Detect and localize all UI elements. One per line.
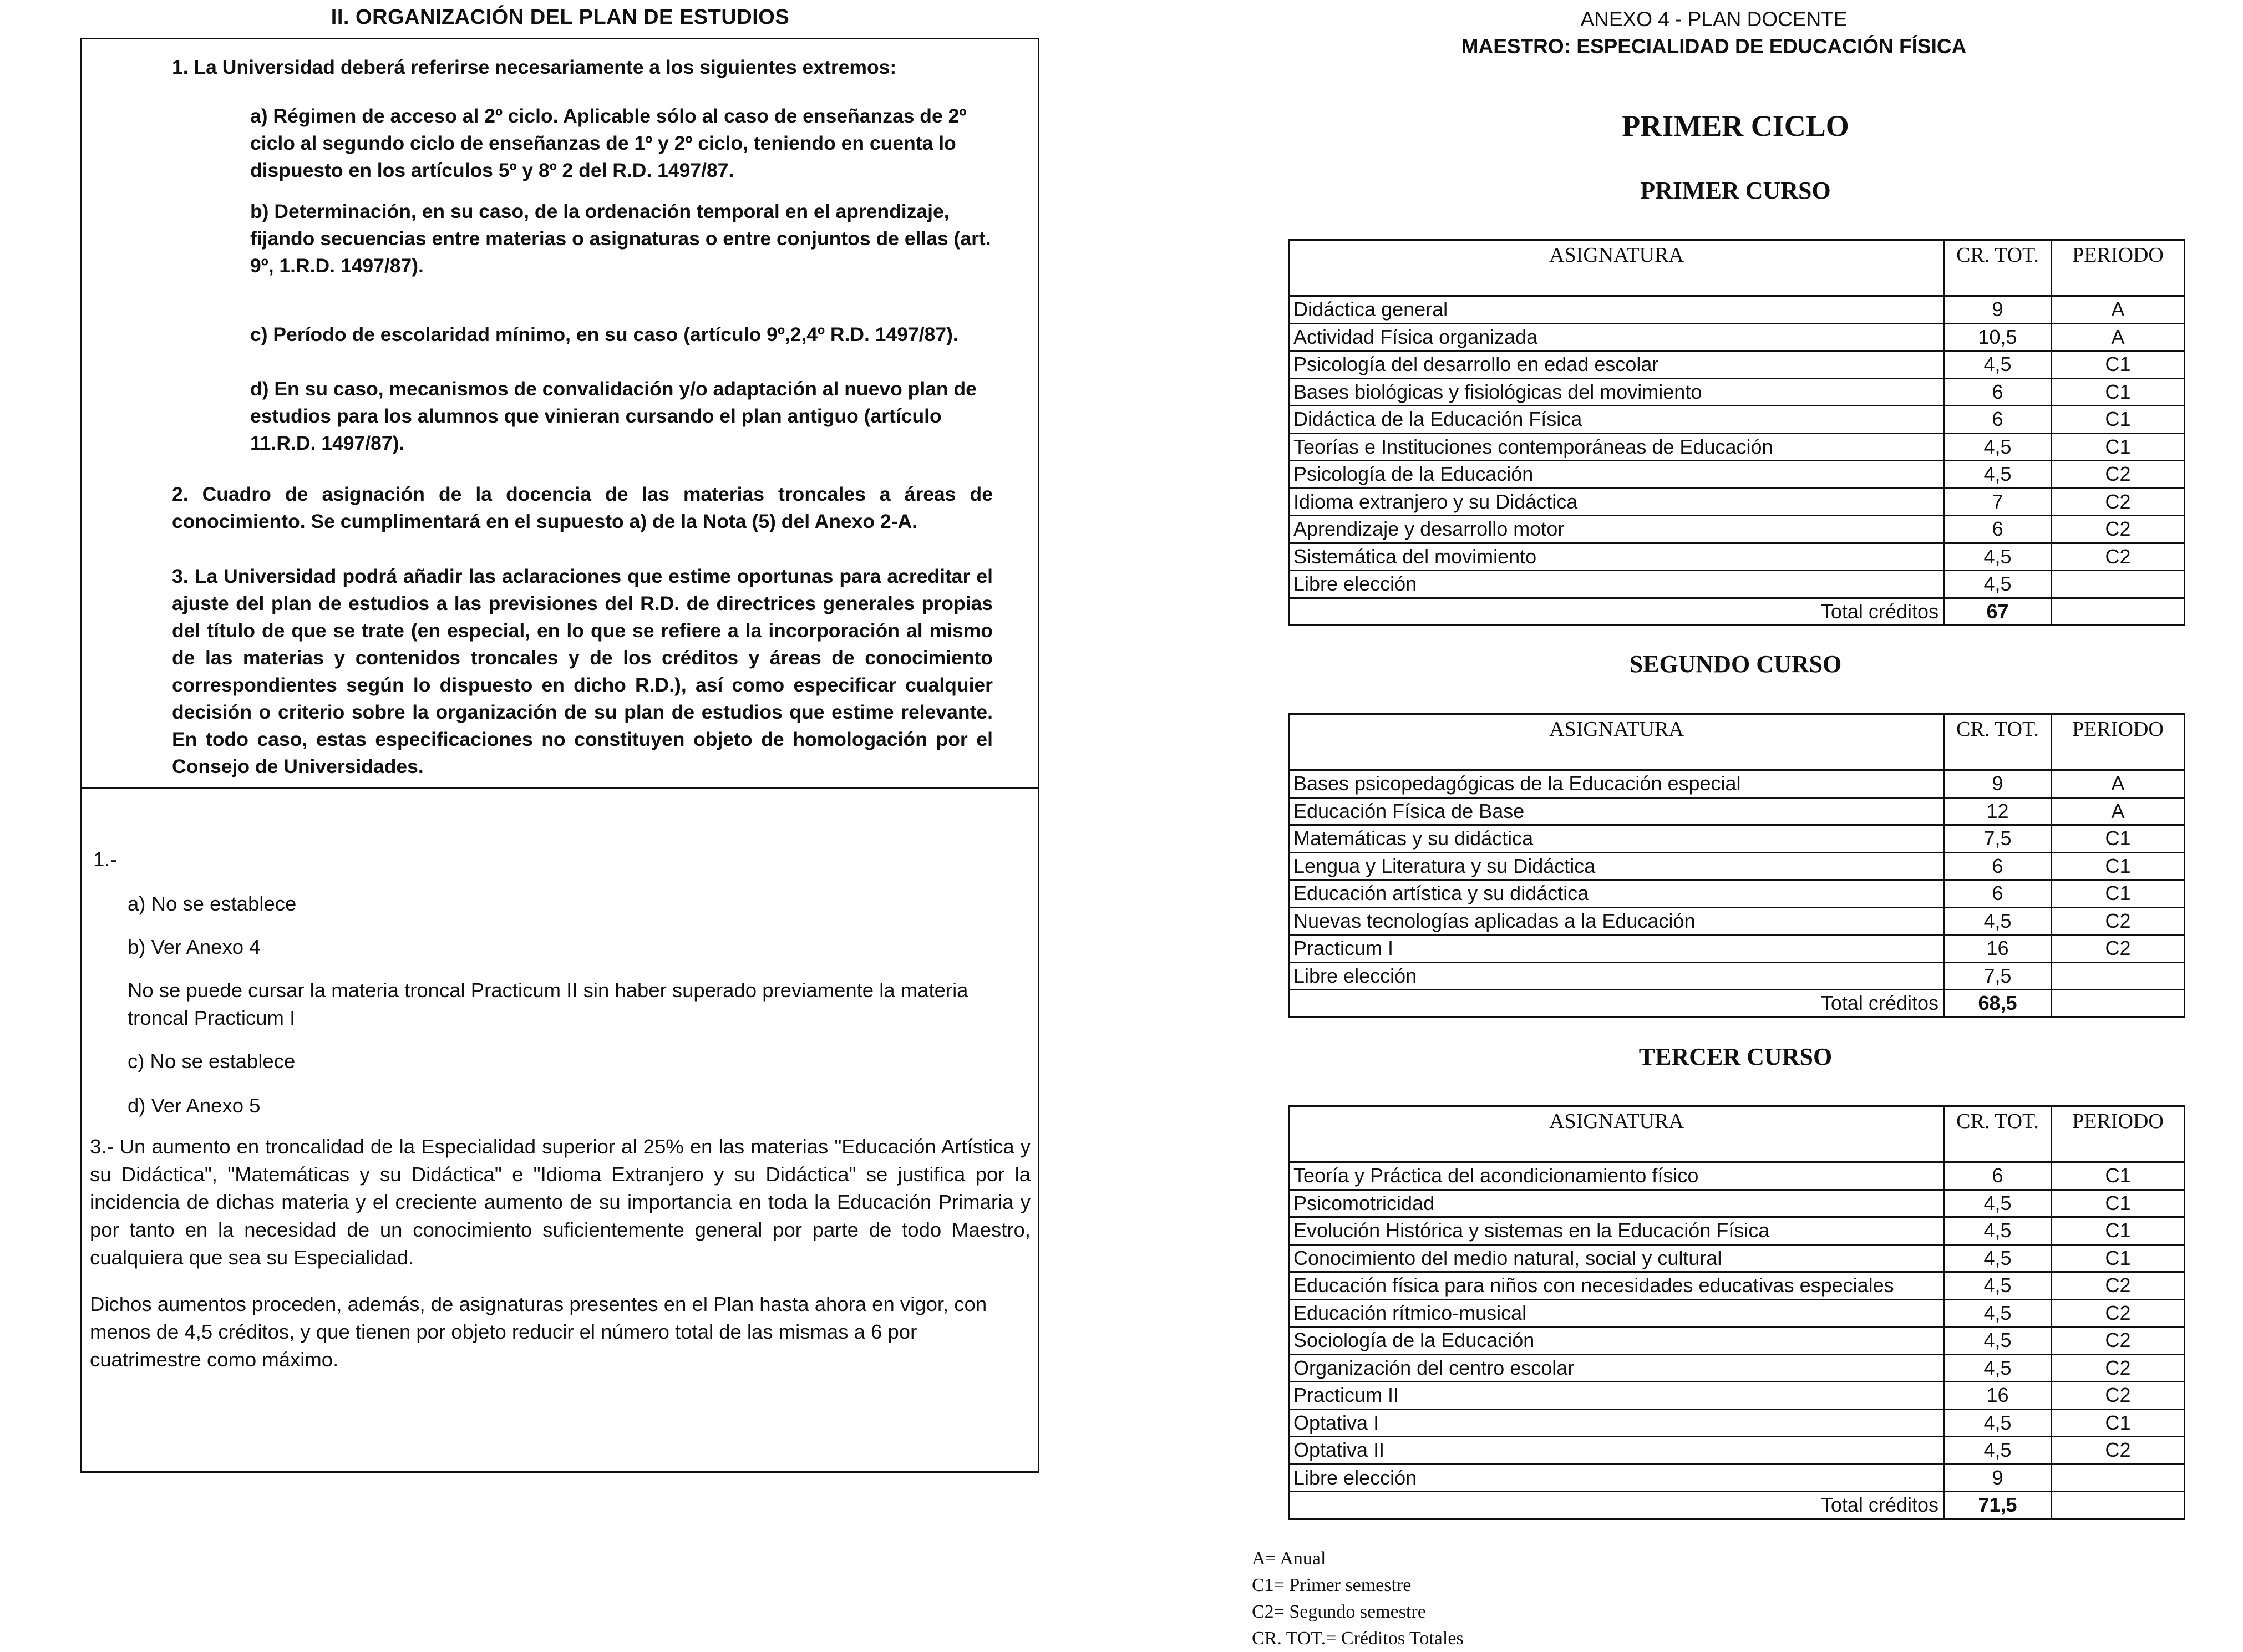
credits-cell: 4,5: [1944, 1217, 2052, 1245]
period-cell: C1: [2052, 825, 2185, 853]
answer-c: c) No se establece: [128, 1050, 296, 1072]
instruction-item-1b: b) Determinación, en su caso, de la ordenación temporal en el aprendizaje, fijando secuencias entre materias o asignaturas o entre conjuntos de ellas (art. 9º, 1.R.D. 1497/87).: [250, 200, 991, 277]
credits-cell: 7,5: [1944, 962, 2052, 990]
table-row: [1290, 433, 2185, 461]
credits-cell: 4,5: [1944, 461, 2052, 489]
total-credits: 68,5: [1944, 990, 2052, 1018]
table-row: [1290, 907, 2185, 935]
period-cell: C2: [2052, 488, 2185, 516]
legend-item: C2= Segundo semestre: [1252, 1602, 1426, 1622]
period-cell: A: [2052, 323, 2185, 351]
credits-cell: 4,5: [1944, 907, 2052, 935]
subject-cell: Practicum I: [1290, 935, 1944, 963]
table-row: [1290, 1437, 2185, 1465]
subject-cell: Psicología de la Educación: [1290, 461, 1944, 489]
subject-cell: Psicomotricidad: [1290, 1190, 1944, 1217]
period-cell: C2: [2052, 461, 2185, 489]
credits-cell: 6: [1944, 1162, 2052, 1190]
table-row: [1290, 825, 2185, 853]
subject-cell: Libre elección: [1290, 962, 1944, 990]
table-row: [1290, 1272, 2185, 1300]
credits-cell: 4,5: [1944, 1327, 2052, 1355]
period-cell: C2: [2052, 516, 2185, 543]
instruction-item-3: 3. La Universidad podrá añadir las aclaraciones que estime oportunas para acreditar el ajuste del plan de estudios a las previsiones del R.D. de directrices generales propias del título de que se trate (en especial, en lo que se refiere a la incorporación al mismo de las materias y contenidos troncales y de los créditos y áreas de conocimiento correspondientes según lo dispuesto en dicho R.D.), así como especificar cualquier decisión o criterio sobre la organización de su plan de estudios que estime relevante. En todo caso, estas especificaciones no constituyen objeto de homologación por el Consejo de Universidades.: [172, 565, 993, 777]
subject-cell: Aprendizaje y desarrollo motor: [1290, 516, 1944, 543]
total-label: Total créditos: [1290, 598, 1944, 626]
table-row: [1290, 543, 2185, 571]
credits-cell: 6: [1944, 516, 2052, 543]
period-cell: C1: [2052, 880, 2185, 908]
total-label: Total créditos: [1290, 990, 1944, 1018]
total-credits: 71,5: [1944, 1492, 2052, 1519]
period-cell: A: [2052, 296, 2185, 324]
subject-cell: Optativa I: [1290, 1409, 1944, 1437]
period-cell: C1: [2052, 1190, 2185, 1217]
table-row: [1290, 1464, 2185, 1492]
table-row: [1290, 406, 2185, 434]
table-header-row: [1290, 240, 2185, 296]
table-row: [1290, 296, 2185, 324]
column-header-subject: ASIGNATURA: [1290, 240, 1944, 296]
annex-title: ANEXO 4 - PLAN DOCENTE: [1580, 8, 1848, 31]
column-header-subject: ASIGNATURA: [1290, 714, 1944, 770]
answer-number-1: 1.-: [93, 848, 117, 871]
table-header-row: [1290, 714, 2185, 770]
course-table-1: [1288, 239, 2185, 626]
credits-cell: 16: [1944, 935, 2052, 963]
credits-cell: 6: [1944, 852, 2052, 880]
period-cell: C2: [2052, 1272, 2185, 1300]
subject-cell: Educación Física de Base: [1290, 797, 1944, 825]
period-cell: C1: [2052, 852, 2185, 880]
course-table-2: [1288, 713, 2185, 1018]
instructions-box: [80, 38, 1039, 787]
credits-cell: 10,5: [1944, 323, 2052, 351]
table-row: [1290, 1190, 2185, 1217]
column-header-credits: CR. TOT.: [1944, 1106, 2052, 1162]
subject-cell: Libre elección: [1290, 1464, 1944, 1492]
credits-cell: 4,5: [1944, 571, 2052, 598]
credits-cell: 6: [1944, 378, 2052, 406]
table-row: [1290, 378, 2185, 406]
period-cell: C2: [2052, 1299, 2185, 1327]
period-cell: [2052, 1464, 2185, 1492]
subject-cell: Didáctica general: [1290, 296, 1944, 324]
credits-cell: 4,5: [1944, 433, 2052, 461]
subject-cell: Conocimiento del medio natural, social y cultural: [1290, 1244, 1944, 1272]
total-row: [1290, 990, 2185, 1018]
annex-header: [1398, 6, 2030, 60]
table-row: [1290, 461, 2185, 489]
page-title: II. ORGANIZACIÓN DEL PLAN DE ESTUDIOS: [331, 6, 790, 29]
subject-cell: Practicum II: [1290, 1382, 1944, 1410]
total-empty-cell: [2052, 1492, 2185, 1519]
credits-cell: 4,5: [1944, 543, 2052, 571]
period-cell: C2: [2052, 1437, 2185, 1465]
subject-cell: Educación artística y su didáctica: [1290, 880, 1944, 908]
table-row: [1290, 1354, 2185, 1382]
table-row: [1290, 516, 2185, 543]
subject-cell: Educación física para niños con necesidades educativas especiales: [1290, 1272, 1944, 1300]
column-header-credits: CR. TOT.: [1944, 714, 2052, 770]
credits-cell: 4,5: [1944, 351, 2052, 379]
credits-cell: 4,5: [1944, 1299, 2052, 1327]
answer-b: b) Ver Anexo 4: [128, 936, 261, 958]
subject-cell: Sociología de la Educación: [1290, 1327, 1944, 1355]
instruction-item-1d: d) En su caso, mecanismos de convalidación y/o adaptación al nuevo plan de estudios para los alumnos que vinieran cursando el plan antiguo (artículo 11.R.D. 1497/87).: [250, 378, 977, 454]
subject-cell: Libre elección: [1290, 571, 1944, 598]
legend-item: C1= Primer semestre: [1252, 1575, 1412, 1595]
subject-cell: Evolución Histórica y sistemas en la Educación Física: [1290, 1217, 1944, 1245]
period-cell: [2052, 571, 2185, 598]
table-row: [1290, 323, 2185, 351]
credits-cell: 9: [1944, 1464, 2052, 1492]
answer-d: d) Ver Anexo 5: [128, 1094, 261, 1117]
period-cell: A: [2052, 797, 2185, 825]
total-credits: 67: [1944, 598, 2052, 626]
period-cell: C2: [2052, 907, 2185, 935]
course-heading-3: TERCER CURSO: [1638, 1043, 1833, 1070]
table-header-row: [1290, 1106, 2185, 1162]
subject-cell: Optativa II: [1290, 1437, 1944, 1465]
period-cell: C1: [2052, 351, 2185, 379]
total-empty-cell: [2052, 598, 2185, 626]
subject-cell: Psicología del desarrollo en edad escolar: [1290, 351, 1944, 379]
course-heading-2: SEGUNDO CURSO: [1629, 650, 1842, 678]
table-row: [1290, 351, 2185, 379]
column-header-period: PERIODO: [2052, 714, 2185, 770]
table-row: [1290, 1409, 2185, 1437]
subject-cell: Matemáticas y su didáctica: [1290, 825, 1944, 853]
total-row: [1290, 1492, 2185, 1519]
table-row: [1290, 1162, 2185, 1190]
table-row: [1290, 880, 2185, 908]
credits-cell: 4,5: [1944, 1409, 2052, 1437]
instruction-item-1: 1. La Universidad deberá referirse necesariamente a los siguientes extremos:: [172, 56, 897, 78]
total-empty-cell: [2052, 990, 2185, 1018]
answers-box: [80, 787, 1039, 1473]
period-cell: C1: [2052, 1217, 2185, 1245]
credits-cell: 9: [1944, 296, 2052, 324]
period-cell: [2052, 962, 2185, 990]
credits-cell: 4,5: [1944, 1272, 2052, 1300]
answer-3-paragraph: 3.- Un aumento en troncalidad de la Especialidad superior al 25% en las materias "Educación Artística y su Didáctica", "Matemáticas y su Didáctica" e "Idioma Extranjero y su Didáctica" se justifica por la incidencia de dichas materia y el creciente aumento de su importancia en toda la Educación Primaria y por tanto en la necesidad de un conocimiento suficientemente general por parte de todo Maestro, cualquiera que sea su Especialidad.: [90, 1135, 1031, 1269]
period-cell: C1: [2052, 378, 2185, 406]
legend: [1252, 1546, 1464, 1652]
column-header-period: PERIODO: [2052, 240, 2185, 296]
table-row: [1290, 571, 2185, 598]
column-header-period: PERIODO: [2052, 1106, 2185, 1162]
course-heading-1: PRIMER CURSO: [1640, 177, 1831, 204]
credits-cell: 4,5: [1944, 1437, 2052, 1465]
table-row: [1290, 770, 2185, 798]
subject-cell: Nuevas tecnologías aplicadas a la Educación: [1290, 907, 1944, 935]
table-row: [1290, 1217, 2185, 1245]
table-row: [1290, 962, 2185, 990]
credits-cell: 6: [1944, 406, 2052, 434]
answer-closing-paragraph: Dichos aumentos proceden, además, de asignaturas presentes en el Plan hasta ahora en vigor, con menos de 4,5 créditos, y que tienen por objeto reducir el número total de las mismas a 6 por cuatrimestre como máximo.: [90, 1293, 987, 1371]
period-cell: C2: [2052, 543, 2185, 571]
credits-cell: 16: [1944, 1382, 2052, 1410]
period-cell: C2: [2052, 1354, 2185, 1382]
table-row: [1290, 797, 2185, 825]
subject-cell: Bases biológicas y fisiológicas del movimiento: [1290, 378, 1944, 406]
credits-cell: 12: [1944, 797, 2052, 825]
credits-cell: 7,5: [1944, 825, 2052, 853]
table-row: [1290, 935, 2185, 963]
subject-cell: Organización del centro escolar: [1290, 1354, 1944, 1382]
subject-cell: Idioma extranjero y su Didáctica: [1290, 488, 1944, 516]
credits-cell: 4,5: [1944, 1244, 2052, 1272]
answer-a: a) No se establece: [128, 892, 297, 915]
period-cell: C2: [2052, 1382, 2185, 1410]
credits-cell: 4,5: [1944, 1190, 2052, 1217]
total-row: [1290, 598, 2185, 626]
period-cell: C2: [2052, 935, 2185, 963]
table-row: [1290, 1244, 2185, 1272]
subject-cell: Actividad Física organizada: [1290, 323, 1944, 351]
subject-cell: Didáctica de la Educación Física: [1290, 406, 1944, 434]
subject-cell: Teoría y Práctica del acondicionamiento físico: [1290, 1162, 1944, 1190]
subject-cell: Bases psicopedagógicas de la Educación especial: [1290, 770, 1944, 798]
table-row: [1290, 852, 2185, 880]
column-header-subject: ASIGNATURA: [1290, 1106, 1944, 1162]
credits-cell: 4,5: [1944, 1354, 2052, 1382]
period-cell: C1: [2052, 1244, 2185, 1272]
subject-cell: Educación rítmico-musical: [1290, 1299, 1944, 1327]
cycle-heading: PRIMER CICLO: [1622, 109, 1849, 143]
credits-cell: 6: [1944, 880, 2052, 908]
credits-cell: 9: [1944, 770, 2052, 798]
period-cell: C1: [2052, 1162, 2185, 1190]
column-header-credits: CR. TOT.: [1944, 240, 2052, 296]
period-cell: C1: [2052, 433, 2185, 461]
annex-subtitle: MAESTRO: ESPECIALIDAD DE EDUCACIÓN FÍSICA: [1461, 35, 1967, 58]
subject-cell: Teorías e Instituciones contemporáneas de Educación: [1290, 433, 1944, 461]
period-cell: C2: [2052, 1327, 2185, 1355]
table-row: [1290, 1327, 2185, 1355]
table-row: [1290, 1299, 2185, 1327]
subject-cell: Lengua y Literatura y su Didáctica: [1290, 852, 1944, 880]
legend-item: A= Anual: [1252, 1548, 1326, 1569]
instruction-item-1a: a) Régimen de acceso al 2º ciclo. Aplicable sólo al caso de enseñanzas de 2º ciclo al segundo ciclo de enseñanzas de 1º y 2º ciclo, teniendo en cuenta lo dispuesto en los artículos 5º y 8º 2 del R.D. 1497/87.: [250, 105, 967, 181]
period-cell: C1: [2052, 1409, 2185, 1437]
course-table-3: [1288, 1105, 2185, 1520]
answer-b-note: No se puede cursar la materia troncal Practicum II sin haber superado previamente la materia troncal Practicum I: [128, 979, 968, 1029]
instruction-item-2: 2. Cuadro de asignación de la docencia de las materias troncales a áreas de conocimiento. Se cumplimentará en el supuesto a) de la Nota (5) del Anexo 2-A.: [172, 483, 993, 532]
subject-cell: Sistemática del movimiento: [1290, 543, 1944, 571]
total-label: Total créditos: [1290, 1492, 1944, 1519]
legend-item: CR. TOT.= Créditos Totales: [1252, 1628, 1464, 1649]
table-row: [1290, 488, 2185, 516]
period-cell: C1: [2052, 406, 2185, 434]
instruction-item-1c: c) Período de escolaridad mínimo, en su caso (artículo 9º,2,4º R.D. 1497/87).: [250, 323, 958, 345]
credits-cell: 7: [1944, 488, 2052, 516]
table-row: [1290, 1382, 2185, 1410]
period-cell: A: [2052, 770, 2185, 798]
